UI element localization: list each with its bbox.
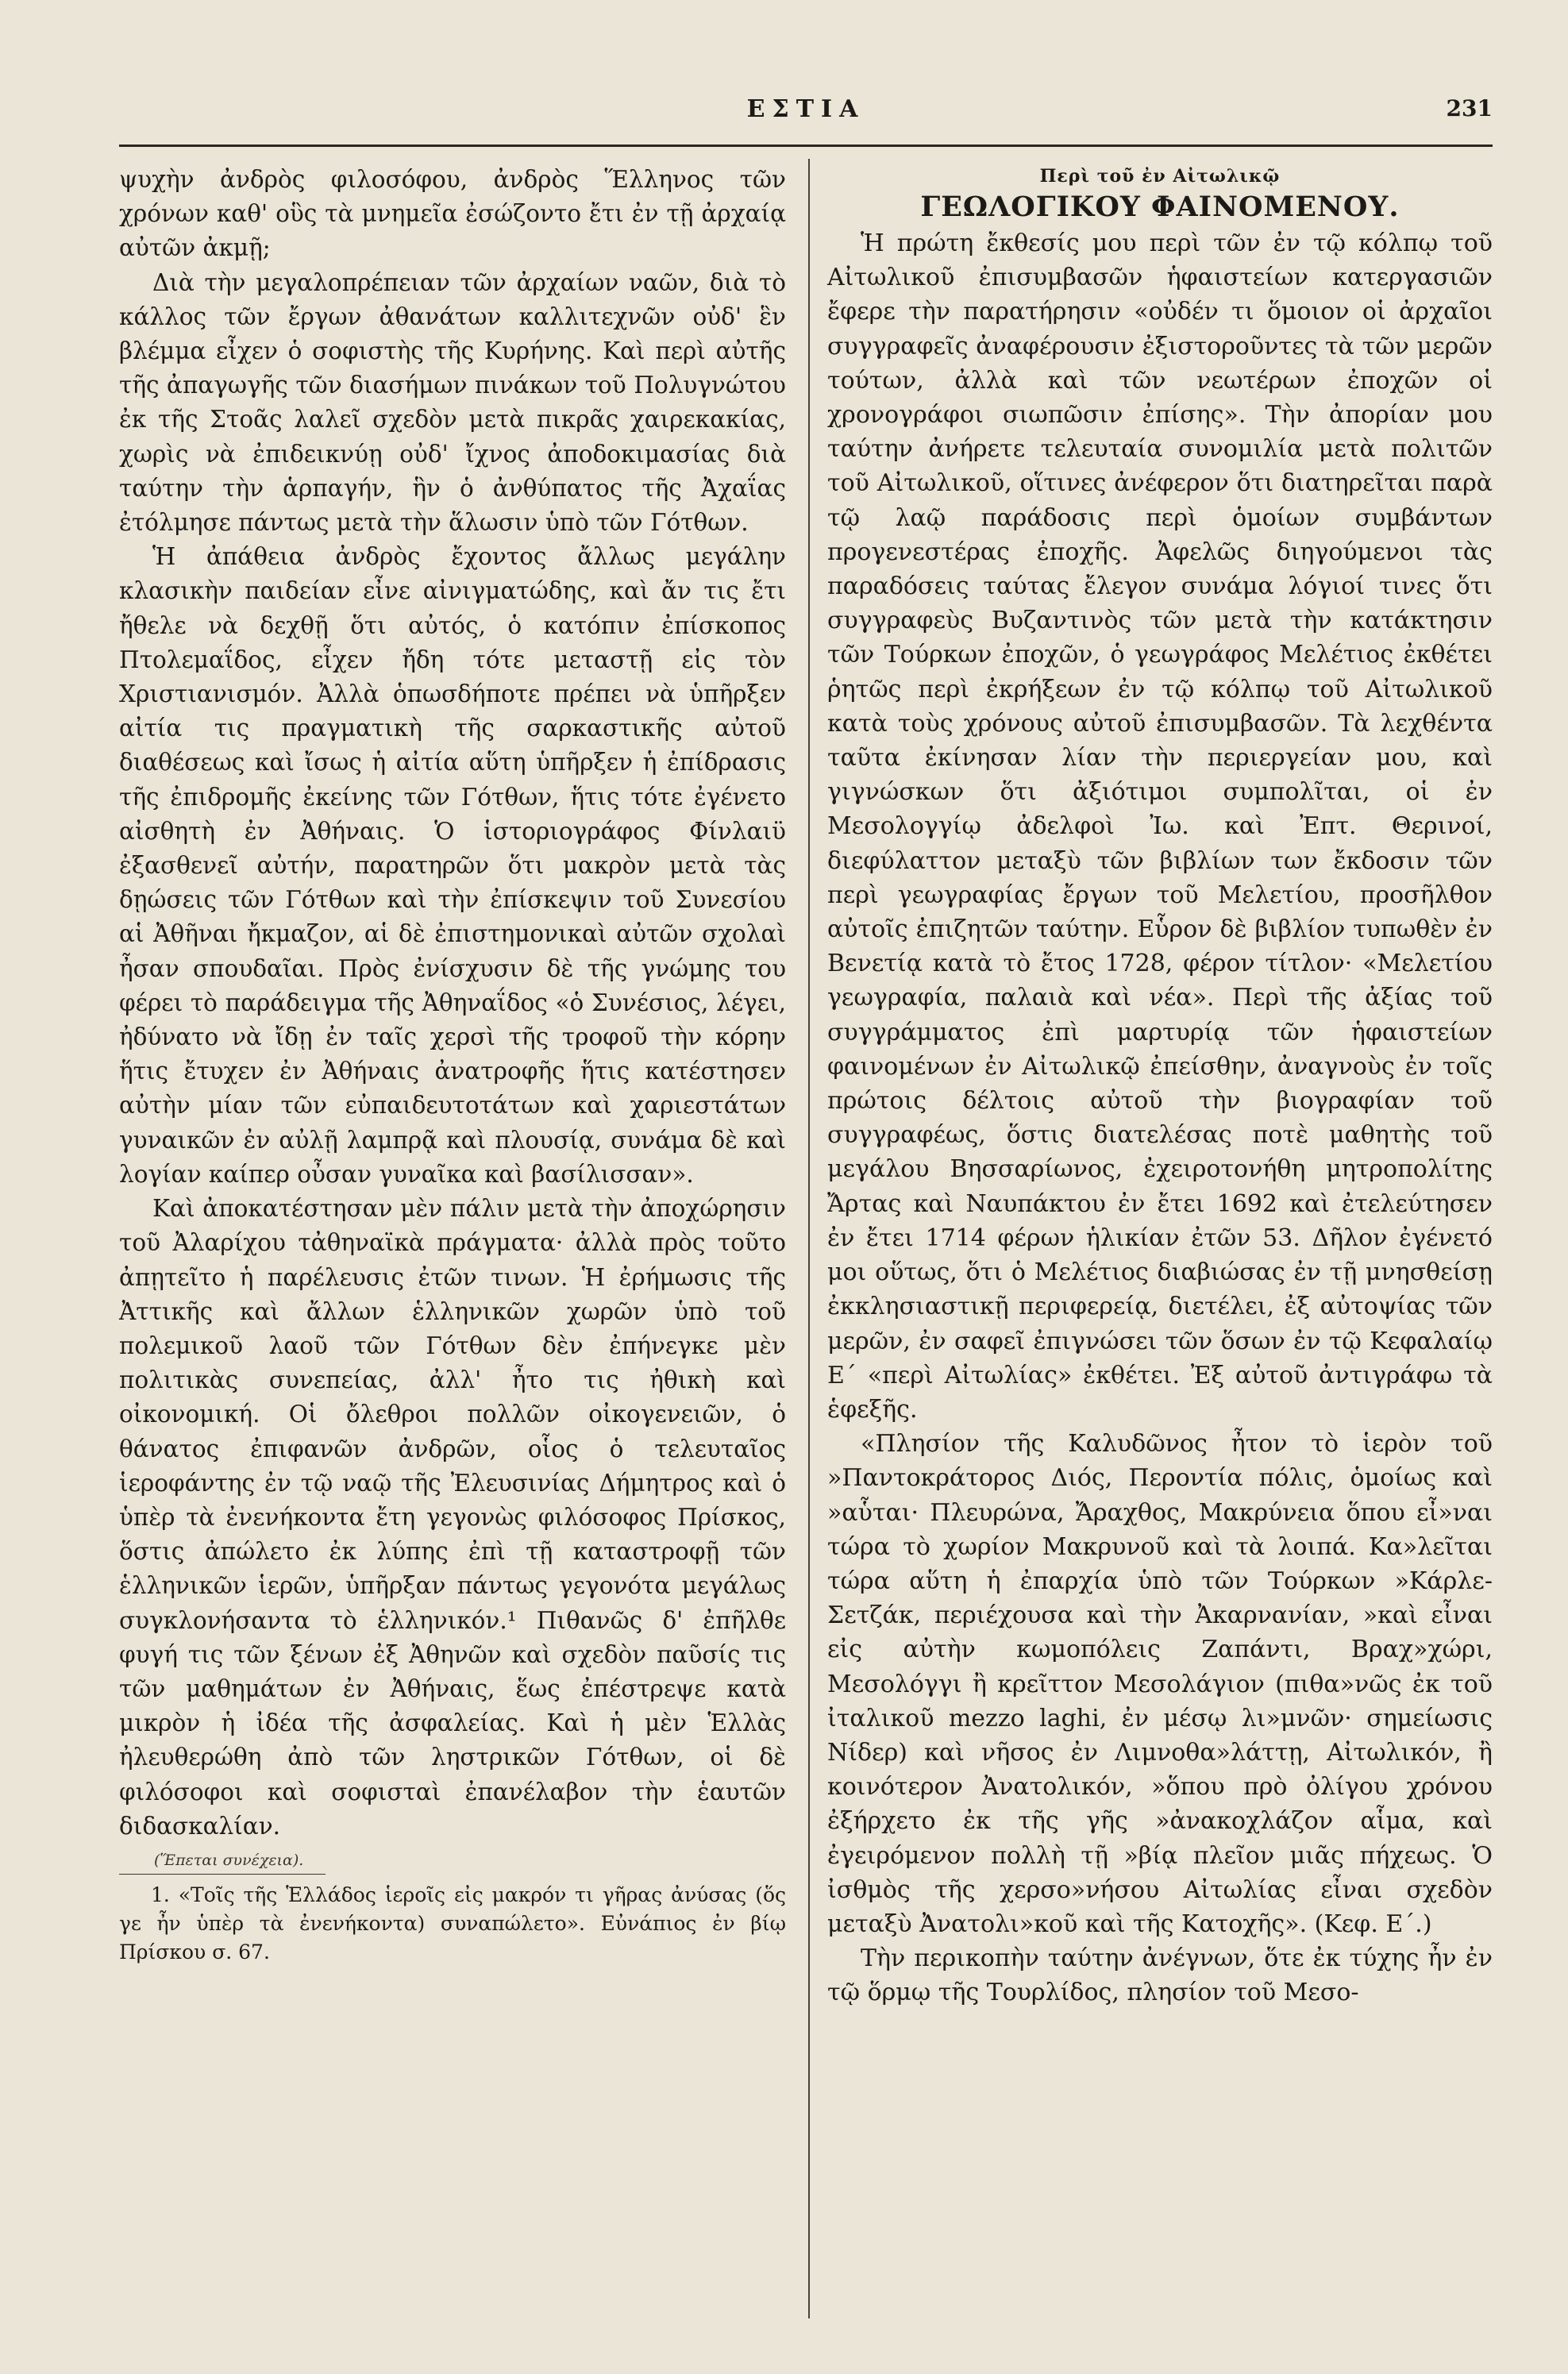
article-pretitle: Περὶ τοῦ ἐν Αἰτωλικῷ <box>1039 166 1281 187</box>
header-rule <box>119 145 1493 147</box>
right-column <box>827 163 1493 2010</box>
continued-note: (Ἕπεται συνέχεια). <box>154 1851 304 1869</box>
running-head <box>119 95 1493 135</box>
page-number: 231 <box>1446 95 1493 121</box>
closing-paragraph: Τὴν περικοπὴν ταύτην ἀνέγνων, ὅτε ἐκ τύχης ἦν ἐν τῷ ὅρμῳ τῆς Τουρλίδος, πλησίον τοῦ Μεσο- <box>827 1944 1493 2007</box>
paragraph: Ἡ πρώτη ἔκθεσίς μου περὶ τῶν ἐν τῷ κόλπῳ τοῦ Αἰτωλικοῦ ἐπισυμβασῶν ἡφαιστείων κατεργασιῶν ἔφερε τὴν παρατήρησιν «οὐδέν τι ὅμοιον οἱ ἀρχαῖοι συγγραφεῖς ἀναφέρουσιν ἐξιστοροῦντες τὰ τῶν μερῶν τούτων, ἀλλὰ καὶ τῶν νεωτέρων ἐποχῶν οἱ χρονογράφοι σιωπῶσιν ἐπίσης». Τὴν ἀπορίαν μου ταύτην ἀνήρετε τελευταία συνομιλία μετὰ πολιτῶν τοῦ Αἰτωλικοῦ, οἵτινες ἀνέφερον ὅτι διατηρεῖται παρὰ τῷ λαῷ παράδοσις περὶ ὁμοίων συμβάντων προγενεστέρας ἐποχῆς. Ἀφελῶς διηγούμενοι τὰς παραδόσεις ταύτας ἔλεγον συνάμα λόγιοί τινες ὅτι συγγραφεὺς Βυζαντινὸς τῶν μετὰ τὴν κατάκτησιν τῶν Τούρκων ἐποχῶν, ὁ γεωγράφος Μελέτιος ἐκθέτει ῥητῶς περὶ ἐκρήξεων ἐν τῷ κόλπῳ τοῦ Αἰτωλικοῦ κατὰ τοὺς χρόνους αὐτοῦ ἐπισυμβασῶν. Τὰ λεχθέντα ταῦτα ἐκίνησαν λίαν τὴν περιεργείαν μου, καὶ γιγνώσκων ὅτι ἀξιότιμοι συμπολῖται, οἱ ἐν Μεσολογγίῳ ἀδελφοὶ Ἰω. καὶ Ἐπτ. Θερινοί, διεφύλαττον μεταξὺ τῶν βιβλίων των ἔκδοσιν τῶν περὶ γεωγραφίας ἔργων τοῦ Μελετίου, προσῆλθον αὐτοῖς ἐπιζητῶν ταύτην. Εὗρον δὲ βιβλίον τυπωθὲν ἐν Βενετίᾳ κατὰ τὸ ἔτος 1728, φέρον τίτλον· «Μελετίου γεωγραφία, παλαιὰ καὶ νέα». Περὶ τῆς ἀξίας τοῦ συγγράμματος ἐπὶ μαρτυρίᾳ τῶν ἡφαιστείων φαινομένων ἐν Αἰτωλικῷ ἐπείσθην, ἀναγνοὺς ἐν τοῖς πρώτοις δέλτοις αὐτοῦ τὴν βιογραφίαν τοῦ συγγραφέως, ὅστις διατελέσας ποτὲ μαθητὴς τοῦ μεγάλου Βησσαρίωνος, ἐχειροτονήθη μητροπολίτης Ἄρτας καὶ Ναυπάκτου ἐν ἔτει 1692 καὶ ἐτελεύτησεν ἐν ἔτει 1714 φέρων ἡλικίαν ἐτῶν 53. Δῆλον ἐγένετό μοι οὕτως, ὅτι ὁ Μελέτιος διαβιώσας ἐν τῇ μνησθείσῃ ἐκκλησιαστικῇ περιφερείᾳ, διετέλει, ἐξ αὐτοψίας τῶν μερῶν, ἐν σαφεῖ ἐπιγνώσει τῶν ὅσων ἐν τῷ Κεφαλαίῳ Ε΄ «περὶ Αἰτωλίας» ἐκθέτει. Ἐξ αὐτοῦ ἀντιγράφω τὰ ἑφεξῆς. <box>827 229 1493 1424</box>
journal-title: ΕΣΤΙΑ <box>746 95 865 123</box>
article-title: ΓΕΩΛΟΓΙΚΟΥ ΦΑΙΝΟΜΕΝΟΥ. <box>920 191 1400 223</box>
left-column <box>119 163 786 1967</box>
footnote: 1. «Τοῖς τῆς Ἑλλάδος ἱεροῖς εἰς μακρόν τι γῆρας ἀνύσας (ὅς γε ἦν ὑπὲρ τὰ ἐνενήκοντα) συναπώλετο». Εὐνάπιος ἐν βίῳ Πρίσκου σ. 67. <box>119 1883 786 1964</box>
paragraph: Καὶ ἀποκατέστησαν μὲν πάλιν μετὰ τὴν ἀποχώρησιν τοῦ Ἀλαρίχου τἀθηναϊκὰ πράγματα· ἀλλὰ πρὸς τοῦτο ἀπῃτεῖτο ἡ παρέλευσις ἐτῶν τινων. Ἡ ἐρήμωσις τῆς Ἀττικῆς καὶ ἄλλων ἑλληνικῶν χωρῶν ὑπὸ τοῦ πολεμικοῦ λαοῦ τῶν Γότθων δὲν ἐπήνεγκε μὲν πολιτικὰς συνεπείας, ἀλλ' ἦτο τις ἠθικὴ καὶ οἰκονομική. Οἱ ὄλεθροι πολλῶν οἰκογενειῶν, ὁ θάνατος ἐπιφανῶν ἀνδρῶν, οἷος ὁ τελευταῖος ἱεροφάντης ἐν τῷ ναῷ τῆς Ἐλευσινίας Δήμητρος καὶ ὁ ὑπὲρ τὰ ἐνενήκοντα ἔτη γεγονὼς φιλόσοφος Πρίσκος, ὅστις ἀπώλετο ἐκ λύπης ἐπὶ τῇ καταστροφῇ τῶν ἑλληνικῶν ἱερῶν, ὑπῆρξαν πάντως γεγονότα μεγάλως συγκλονήσαντα τὸ ἑλληνικόν.¹ Πιθανῶς δ' ἐπῆλθε φυγή τις τῶν ξένων ἐξ Ἀθηνῶν καὶ σχεδὸν παῦσίς τις τῶν μαθημάτων ἐν Ἀθήναις, ἕως ἐπέστρεψε κατὰ μικρὸν ἡ ἰδέα τῆς ἀσφαλείας. Καὶ ἡ μὲν Ἑλλὰς ἠλευθερώθη ἀπὸ τῶν ληστρικῶν Γότθων, οἱ δὲ φιλόσοφοι καὶ σοφισταὶ ἐπανέλαβον τὴν ἑαυτῶν διδασκαλίαν. <box>119 1195 786 1840</box>
paragraph: Ἡ ἀπάθεια ἀνδρὸς ἔχοντος ἄλλως μεγάλην κλασικὴν παιδείαν εἶνε αἰνιγματώδης, καὶ ἄν τις ἔτι ἤθελε νὰ δεχθῇ ὅτι αὐτός, ὁ κατόπιν ἐπίσκοπος Πτολεμαΐδος, εἶχεν ἤδη τότε μεταστῇ εἰς τὸν Χριστιανισμόν. Ἀλλὰ ὁπωσδήποτε πρέπει νὰ ὑπῆρξεν αἰτία τις πραγματικὴ τῆς σαρκαστικῆς αὐτοῦ διαθέσεως καὶ ἴσως ἡ αἰτία αὕτη ὑπῆρξεν ἡ ἐπίδρασις τῆς ἐπιδρομῆς ἐκείνης τῶν Γότθων, ἥτις τότε ἐγένετο αἰσθητὴ ἐν Ἀθήναις. Ὁ ἱστοριογράφος Φίνλαιϋ ἐξασθενεῖ αὐτήν, παρατηρῶν ὅτι μακρὸν μετὰ τὰς δῃώσεις τῶν Γότθων καὶ τὴν ἐπίσκεψιν τοῦ Συνεσίου αἱ Ἀθῆναι ἤκμαζον, αἱ δὲ ἐπιστημονικαὶ αὐτῶν σχολαὶ ἦσαν σπουδαῖαι. Πρὸς ἐνίσχυσιν δὲ τῆς γνώμης του φέρει τὸ παράδειγμα τῆς Ἀθηναΐδος «ὁ Συνέσιος, λέγει, ἠδύνατο νὰ ἴδῃ ἐν ταῖς χερσὶ τῆς τροφοῦ τὴν κόρην ἥτις ἔτυχεν ἐν Ἀθήναις ἀνατροφῆς ἥτις κατέστησεν αὐτὴν μίαν τῶν εὐπαιδευτοτάτων καὶ χαριεστάτων γυναικῶν ἐν αὐλῇ λαμπρᾷ καὶ πλουσίᾳ, συνάμα δὲ καὶ λογίαν καίπερ οὖσαν γυναῖκα καὶ βασίλισσαν». <box>119 543 786 1188</box>
paragraph: Διὰ τὴν μεγαλοπρέπειαν τῶν ἀρχαίων ναῶν, διὰ τὸ κάλλος τῶν ἔργων ἀθανάτων καλλιτεχνῶν οὐδ' ἓν βλέμμα εἶχεν ὁ σοφιστὴς τῆς Κυρήνης. Καὶ περὶ αὐτῆς τῆς ἀπαγωγῆς τῶν διασήμων πινάκων τοῦ Πολυγνώτου ἐκ τῆς Στοᾶς λαλεῖ σχεδὸν μετὰ πικρᾶς χαιρεκακίας, χωρὶς νὰ ἐπιδεικνύῃ οὐδ' ἴχνος ἀποδοκιμασίας διὰ ταύτην τὴν ἁρπαγήν, ἣν ὁ ἀνθύπατος τῆς Ἀχαΐας ἐτόλμησε πάντως μετὰ τὴν ἅλωσιν ὑπὸ τῶν Γότθων. <box>119 268 786 537</box>
paragraph-continued: ψυχὴν ἀνδρὸς φιλοσόφου, ἀνδρὸς Ἕλληνος τῶν χρόνων καθ' οὓς τὰ μνημεῖα ἐσώζοντο ἔτι ἐν τῇ ἀρχαίᾳ αὐτῶν ἀκμῇ; <box>119 166 786 262</box>
quotation: «Πλησίον τῆς Καλυδῶνος ἦτον τὸ ἱερὸν τοῦ »Παντοκράτορος Διός, Περοντία πόλις, ὁμοίως καὶ »αὗται· Πλευρώνα, Ἄραχθος, Μακρύνεια ὅπου εἶ»ναι τώρα τὸ χωρίον Μακρυνοῦ καὶ τὰ λοιπά. Κα»λεῖται τώρα αὕτη ἡ ἐπαρχία ὑπὸ τῶν Τούρκων »Κάρλε-Σετζάκ, περιέχουσα καὶ τὴν Ἀκαρνανίαν, »καὶ εἶναι εἰς αὐτὴν κωμοπόλεις Ζαπάντι, Βραχ»χώρι, Μεσολόγγι ἢ κρεῖττον Μεσολάγιον (πιθα»νῶς ἐκ τοῦ ἰταλικοῦ mezzo laghi, ἐν μέσῳ λι»μνῶν· σημείωσις Νίδερ) καὶ νῆσος ἐν Λιμνοθα»λάττῃ, Αἰτωλικόν, ἢ κοινότερον Ἀνατολικόν, »ὅπου πρὸ ὀλίγου χρόνου ἐξήρχετο ἐκ τῆς γῆς »ἀνακοχλάζον αἷμα, καὶ ἐγειρόμενον πολλὴ τῇ »βίᾳ πλεῖον μιᾶς πήχεως. Ὁ ἰσθμὸς τῆς χερσο»νήσου Αἰτωλίας εἶναι σχεδὸν μεταξὺ Ἀνατολι»κοῦ καὶ τῆς Κατοχῆς». (Κεφ. Ε΄.) <box>827 1430 1493 1938</box>
column-divider <box>808 159 810 2318</box>
footnote-rule <box>119 1874 326 1875</box>
